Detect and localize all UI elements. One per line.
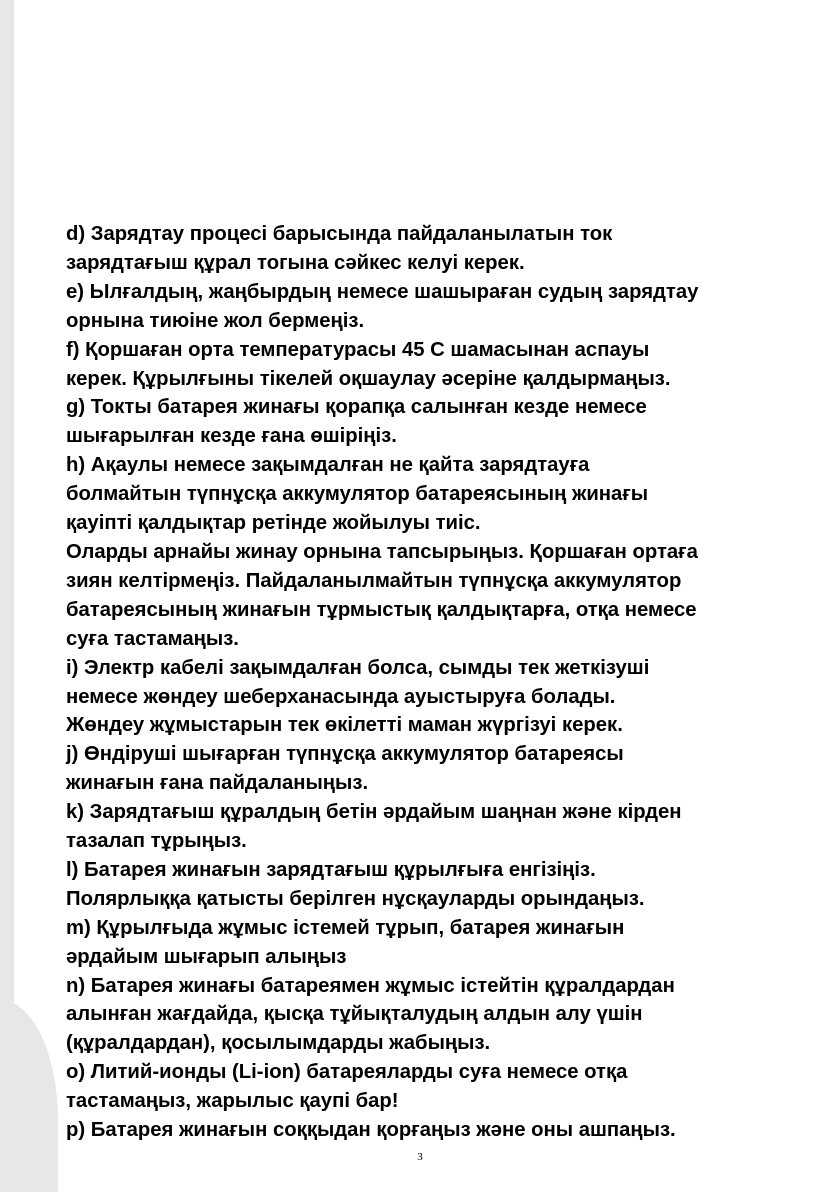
text-line: (құралдардан), қосылымдарды жабыңыз. (66, 1032, 491, 1055)
text-line: қауіпті қалдықтар ретінде жойылуы тиіс. (66, 512, 481, 535)
text-line: шығарылған кезде ғана өшіріңіз. (66, 425, 397, 448)
text-line: e) Ылғалдың, жаңбырдың немесе шашыраған судың зарядтау (66, 280, 699, 303)
text-line: Оларды арнайы жинау орнына тапсырыңыз. Қоршаған ортаға (66, 540, 698, 563)
text-line: Полярлыққа қатысты берілген нұсқауларды орындаңыз. (66, 887, 645, 910)
text-line: f) Қоршаған орта температурасы 45 С шамасынан аспауы (66, 338, 650, 361)
side-margin-decoration (0, 1000, 58, 1192)
text-line: орнына тиюіне жол бермеңіз. (66, 309, 365, 332)
instructions-text (66, 220, 832, 1145)
text-line: i) Электр кабелі зақымдалған болса, сымды тек жеткізуші (66, 656, 650, 679)
text-line: m) Құрылғыда жұмыс істемей тұрып, батарея жинағын (66, 916, 625, 939)
text-line: жинағын ғана пайдаланыңыз. (66, 772, 369, 795)
text-line: әрдайым шығарып алыңыз (66, 945, 347, 968)
text-line: j) Өндіруші шығарған түпнұсқа аккумулятор батареясы (66, 743, 624, 766)
text-line: алынған жағдайда, қысқа тұйықталудың алдын алу үшін (66, 1003, 643, 1026)
text-line: суға тастамаңыз. (66, 627, 239, 650)
text-line: тастамаңыз, жарылыс қаупі бар! (66, 1090, 399, 1113)
text-line: зарядтағыш құрал тогына сәйкес келуі керек. (66, 251, 525, 274)
text-line: тазалап тұрыңыз. (66, 830, 247, 853)
text-line: h) Ақаулы немесе зақымдалған не қайта зарядтауға (66, 454, 590, 477)
text-line: d) Зарядтау процесі барысында пайдаланылатын ток (66, 223, 613, 245)
text-line: o) Литий-ионды (Li-ion) батареяларды суға немесе отқа (66, 1061, 628, 1084)
text-line: зиян келтірмеңіз. Пайдаланылмайтын түпнұсқа аккумулятор (66, 569, 682, 592)
text-line: керек. Құрылғыны тікелей оқшаулау әсеріне қалдырмаңыз. (66, 367, 671, 390)
text-line: k) Зарядтағыш құралдың бетін әрдайым шаңнан және кірден (66, 801, 682, 824)
text-line: батареясының жинағын тұрмыстық қалдықтарға, отқа немесе (66, 598, 697, 621)
text-line: немесе жөндеу шеберханасында ауыстыруға болады. (66, 685, 616, 708)
text-line: p) Батарея жинағын соққыдан қорғаңыз және оны ашпаңыз. (66, 1119, 676, 1142)
text-line: Жөндеу жұмыстарын тек өкілетті маман жүргізуі керек. (66, 714, 623, 737)
text-line: g) Токты батарея жинағы қорапқа салынған кезде немесе (66, 396, 647, 419)
text-line: n) Батарея жинағы батареямен жұмыс істейтін құралдардан (66, 974, 675, 997)
page-number: 3 (417, 1151, 423, 1163)
text-line: l) Батарея жинағын зарядтағыш құрылғыға енгізіңіз. (66, 858, 596, 881)
text-line: болмайтын түпнұсқа аккумулятор батареясының жинағы (66, 483, 649, 506)
